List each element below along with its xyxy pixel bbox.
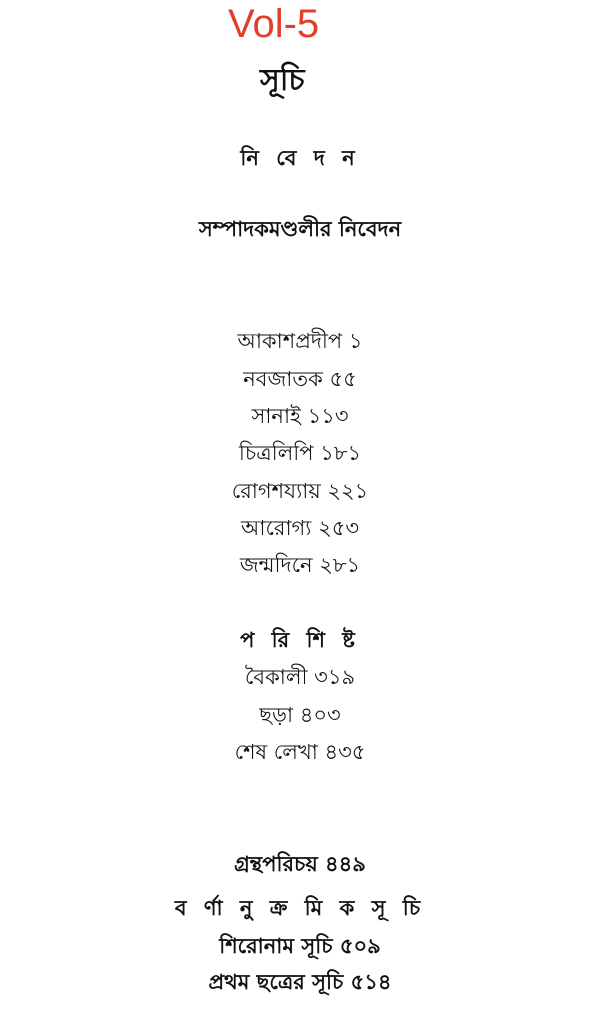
toc-entry-granthaparichay: গ্রন্থপরিচয় ৪৪৯ xyxy=(234,852,366,876)
editors-preface-entry: সম্পাদকমণ্ডলীর নিবেদন xyxy=(198,217,402,241)
preface-heading: নি বে দ ন xyxy=(240,146,360,170)
toc-entry-arogya: আরোগ্য ২৫৩ xyxy=(240,516,360,540)
toc-entry-title-index: শিরোনাম সূচি ৫০৯ xyxy=(219,934,381,958)
volume-label: Vol-5 xyxy=(228,2,320,46)
appendix-heading: প রি শি ষ্ট xyxy=(240,628,360,652)
toc-entry-chhara: ছড়া ৪০৩ xyxy=(259,703,341,727)
toc-entry-boikali: বৈকালী ৩১৯ xyxy=(244,665,356,689)
toc-entry-janmadine: জন্মদিনে ২৮১ xyxy=(239,553,361,577)
toc-entry-chitralipi: চিত্রলিপি ১৮১ xyxy=(238,441,362,465)
toc-entry-nabajatak: নবজাতক ৫৫ xyxy=(243,367,357,391)
page-title: সূচি xyxy=(260,63,305,98)
alphabetical-index-heading: ব র্ণা নু ক্র মি ক সূ চি xyxy=(174,896,426,920)
toc-entry-shesh-lekha: শেষ লেখা ৪৩৫ xyxy=(234,740,366,764)
toc-entry-akashpradip: আকাশপ্রদীপ ১ xyxy=(237,329,363,353)
toc-entry-sanai: সানাই ১১৩ xyxy=(251,404,349,428)
toc-entry-rogshajyay: রোগশয্যায় ২২১ xyxy=(231,479,369,503)
toc-entry-first-line-index: প্রথম ছত্রের সূচি ৫১৪ xyxy=(208,970,392,994)
